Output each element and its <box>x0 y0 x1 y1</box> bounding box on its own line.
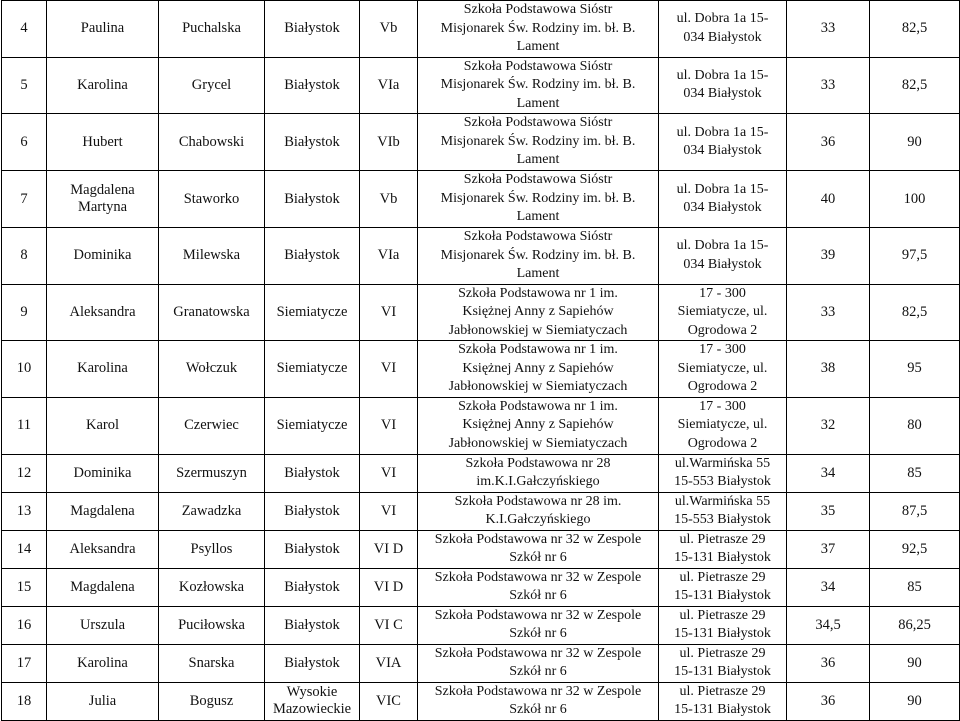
last-name: Puciłowska <box>159 606 265 644</box>
school-name-line: Misjonarek Św. Rodziny im. bł. B. <box>440 190 636 206</box>
row-number: 4 <box>2 1 47 58</box>
class-label: Vb <box>360 1 418 58</box>
first-name: Paulina <box>47 1 159 58</box>
school-address-line: 034 Białystok <box>683 143 762 158</box>
city: Białystok <box>265 114 360 171</box>
school-address-line: ul. Pietrasze 29 <box>679 569 766 585</box>
table-row <box>2 284 960 341</box>
school-address-line: 17 - 300 <box>699 398 746 414</box>
school-name-line: Księżnej Anny z Sapiehów <box>462 417 614 433</box>
row-number: 7 <box>2 171 47 228</box>
last-name: Staworko <box>159 171 265 228</box>
school-address <box>659 114 787 171</box>
school-address-line: 15-131 Białystok <box>674 702 771 717</box>
points: 33 <box>787 1 870 58</box>
school-name <box>418 606 659 644</box>
school-address-line: 17 - 300 <box>699 285 746 301</box>
first-name: Urszula <box>47 606 159 644</box>
school-address <box>659 284 787 341</box>
school-name <box>418 682 659 720</box>
table-row <box>2 1 960 58</box>
school-address-line: 034 Białystok <box>683 200 762 215</box>
school-name-line: Szkoła Podstawowa Sióstr <box>463 172 613 188</box>
school-name <box>418 568 659 606</box>
school-name-line: Szkoła Podstawowa nr 1 im. <box>458 285 618 301</box>
school-name-line: Szkoła Podstawowa nr 1 im. <box>458 342 618 357</box>
school-address-line: ul.Warmińska 55 <box>674 455 771 471</box>
percent: 86,25 <box>870 606 960 644</box>
percent: 90 <box>870 682 960 720</box>
school-address-line: Ogrodowa 2 <box>687 322 758 338</box>
last-name: Kozłowska <box>159 568 265 606</box>
school-address-line: 034 Białystok <box>683 29 762 45</box>
last-name: Puchalska <box>159 1 265 58</box>
school-name-line: Szkół nr 6 <box>509 664 567 679</box>
school-name <box>418 57 659 114</box>
points: 34 <box>787 568 870 606</box>
school-address <box>659 682 787 720</box>
percent: 82,5 <box>870 57 960 114</box>
school-address-line: 15-131 Białystok <box>674 626 771 641</box>
points: 36 <box>787 682 870 720</box>
table-row <box>2 644 960 682</box>
results-table <box>1 0 960 721</box>
points: 36 <box>787 644 870 682</box>
class-label: VIC <box>360 682 418 720</box>
school-address-line: 17 - 300 <box>699 342 746 357</box>
school-name-line: Lament <box>516 266 560 281</box>
class-label: Vb <box>360 171 418 228</box>
percent: 82,5 <box>870 284 960 341</box>
school-name <box>418 1 659 58</box>
class-label: VIa <box>360 228 418 285</box>
points: 33 <box>787 57 870 114</box>
last-name: Grycel <box>159 57 265 114</box>
row-number: 6 <box>2 114 47 171</box>
school-name-line: K.I.Gałczyńskiego <box>485 512 591 527</box>
last-name: Snarska <box>159 644 265 682</box>
row-number: 17 <box>2 644 47 682</box>
percent: 85 <box>870 454 960 492</box>
class-label: VIA <box>360 644 418 682</box>
last-name: Milewska <box>159 228 265 285</box>
class-label: VI <box>360 454 418 492</box>
points: 33 <box>787 284 870 341</box>
school-address <box>659 397 787 454</box>
school-address-line: ul. Pietrasze 29 <box>679 607 766 623</box>
class-label: VI <box>360 397 418 454</box>
row-number: 16 <box>2 606 47 644</box>
school-name-line: Szkoła Podstawowa Sióstr <box>463 2 613 17</box>
points: 37 <box>787 530 870 568</box>
school-address-line: ul. Dobra 1a 15- <box>676 181 769 197</box>
table-row <box>2 492 960 530</box>
school-address-line: ul. Pietrasze 29 <box>679 531 766 547</box>
school-address <box>659 454 787 492</box>
school-name <box>418 530 659 568</box>
school-address <box>659 228 787 285</box>
table-row <box>2 57 960 114</box>
class-label: VI <box>360 284 418 341</box>
first-name: Dominika <box>47 454 159 492</box>
first-name: Aleksandra <box>47 284 159 341</box>
city: Białystok <box>265 568 360 606</box>
school-address-line: Siemiatycze, ul. <box>677 417 768 433</box>
school-name-line: Szkół nr 6 <box>509 588 567 603</box>
row-number: 13 <box>2 492 47 530</box>
school-name-line: Misjonarek Św. Rodziny im. bł. B. <box>440 20 636 36</box>
school-address-line: ul. Dobra 1a 15- <box>676 11 769 27</box>
school-name-line: Szkoła Podstawowa nr 32 w Zespole <box>434 569 642 585</box>
last-name: Zawadzka <box>159 492 265 530</box>
percent: 95 <box>870 341 960 398</box>
city: Wysokie Mazowieckie <box>265 682 360 720</box>
table-row <box>2 568 960 606</box>
percent: 82,5 <box>870 1 960 58</box>
school-name-line: Szkół nr 6 <box>509 626 567 641</box>
school-name-line: Misjonarek Św. Rodziny im. bł. B. <box>440 77 636 92</box>
percent: 100 <box>870 171 960 228</box>
table-row <box>2 341 960 398</box>
last-name: Czerwiec <box>159 397 265 454</box>
first-name: Hubert <box>47 114 159 171</box>
table-row <box>2 682 960 720</box>
points: 38 <box>787 341 870 398</box>
points: 34,5 <box>787 606 870 644</box>
row-number: 8 <box>2 228 47 285</box>
last-name: Chabowski <box>159 114 265 171</box>
city: Białystok <box>265 606 360 644</box>
school-address-line: ul. Pietrasze 29 <box>679 683 766 699</box>
school-address-line: 15-553 Białystok <box>674 474 771 489</box>
school-name-line: Księżnej Anny z Sapiehów <box>462 360 614 376</box>
school-name-line: Jabłonowskiej w Siemiatyczach <box>448 322 628 338</box>
city: Siemiatycze <box>265 397 360 454</box>
school-address <box>659 644 787 682</box>
school-name-line: Jabłonowskiej w Siemiatyczach <box>448 435 628 451</box>
school-address <box>659 341 787 398</box>
school-address-line: 15-131 Białystok <box>674 664 771 679</box>
city: Białystok <box>265 492 360 530</box>
class-label: VI D <box>360 530 418 568</box>
school-address-line: 034 Białystok <box>683 86 762 102</box>
school-name-line: Szkół nr 6 <box>509 550 567 565</box>
school-address-line: 15-131 Białystok <box>674 588 771 603</box>
table-row <box>2 228 960 285</box>
table-row <box>2 171 960 228</box>
first-name: Julia <box>47 682 159 720</box>
first-name: Magdalena Martyna <box>47 171 159 228</box>
city: Białystok <box>265 228 360 285</box>
city: Siemiatycze <box>265 284 360 341</box>
points: 32 <box>787 397 870 454</box>
school-name <box>418 492 659 530</box>
first-name: Karol <box>47 397 159 454</box>
row-number: 5 <box>2 57 47 114</box>
school-name-line: Szkoła Podstawowa nr 32 w Zespole <box>434 607 642 623</box>
first-name: Dominika <box>47 228 159 285</box>
school-address-line: Ogrodowa 2 <box>687 379 758 394</box>
school-name-line: Szkoła Podstawowa Sióstr <box>463 115 613 131</box>
class-label: VIa <box>360 57 418 114</box>
school-name <box>418 341 659 398</box>
school-name-line: Szkoła Podstawowa nr 1 im. <box>458 398 618 414</box>
school-name-line: Lament <box>516 152 560 168</box>
school-address <box>659 568 787 606</box>
last-name: Bogusz <box>159 682 265 720</box>
points: 35 <box>787 492 870 530</box>
first-name: Aleksandra <box>47 530 159 568</box>
row-number: 14 <box>2 530 47 568</box>
school-name-line: Misjonarek Św. Rodziny im. bł. B. <box>440 247 636 263</box>
class-label: VI C <box>360 606 418 644</box>
row-number: 18 <box>2 682 47 720</box>
school-address <box>659 57 787 114</box>
school-name <box>418 171 659 228</box>
first-name: Magdalena <box>47 492 159 530</box>
school-address <box>659 606 787 644</box>
row-number: 11 <box>2 397 47 454</box>
percent: 92,5 <box>870 530 960 568</box>
last-name: Psyllos <box>159 530 265 568</box>
school-address-line: ul. Dobra 1a 15- <box>676 67 769 83</box>
school-address <box>659 1 787 58</box>
table-row <box>2 397 960 454</box>
city: Białystok <box>265 1 360 58</box>
points: 34 <box>787 454 870 492</box>
school-name <box>418 114 659 171</box>
school-name <box>418 284 659 341</box>
school-address-line: ul. Dobra 1a 15- <box>676 238 769 254</box>
row-number: 12 <box>2 454 47 492</box>
school-name-line: Lament <box>516 209 560 225</box>
first-name: Magdalena <box>47 568 159 606</box>
school-address-line: 15-131 Białystok <box>674 550 771 565</box>
school-address <box>659 530 787 568</box>
table-body <box>2 1 960 721</box>
table-row <box>2 454 960 492</box>
city: Białystok <box>265 454 360 492</box>
percent: 90 <box>870 114 960 171</box>
school-address-line: ul.Warmińska 55 <box>674 493 771 509</box>
school-name-line: Szkoła Podstawowa nr 28 <box>465 455 611 471</box>
class-label: VI D <box>360 568 418 606</box>
city: Białystok <box>265 644 360 682</box>
row-number: 10 <box>2 341 47 398</box>
school-name <box>418 397 659 454</box>
points: 39 <box>787 228 870 285</box>
school-name-line: Szkoła Podstawowa nr 28 im. <box>454 493 622 509</box>
first-name: Karolina <box>47 644 159 682</box>
school-name-line: Lament <box>516 95 560 111</box>
city: Białystok <box>265 530 360 568</box>
points: 40 <box>787 171 870 228</box>
school-address-line: ul. Pietrasze 29 <box>679 645 766 661</box>
percent: 80 <box>870 397 960 454</box>
class-label: VI <box>360 492 418 530</box>
last-name: Granatowska <box>159 284 265 341</box>
class-label: VI <box>360 341 418 398</box>
table-row <box>2 114 960 171</box>
school-address <box>659 492 787 530</box>
city: Białystok <box>265 57 360 114</box>
percent: 97,5 <box>870 228 960 285</box>
school-name-line: Jabłonowskiej w Siemiatyczach <box>448 379 628 394</box>
school-name-line: Szkoła Podstawowa nr 32 w Zespole <box>434 683 642 699</box>
city: Białystok <box>265 171 360 228</box>
city: Siemiatycze <box>265 341 360 398</box>
points: 36 <box>787 114 870 171</box>
class-label: VIb <box>360 114 418 171</box>
school-name-line: Misjonarek Św. Rodziny im. bł. B. <box>440 133 636 149</box>
school-address-line: 15-553 Białystok <box>674 512 771 527</box>
school-address <box>659 171 787 228</box>
school-name-line: Szkoła Podstawowa nr 32 w Zespole <box>434 531 642 547</box>
percent: 90 <box>870 644 960 682</box>
table-row <box>2 530 960 568</box>
school-name <box>418 228 659 285</box>
percent: 87,5 <box>870 492 960 530</box>
first-name: Karolina <box>47 57 159 114</box>
school-address-line: 034 Białystok <box>683 256 762 272</box>
school-name <box>418 644 659 682</box>
school-address-line: Siemiatycze, ul. <box>677 360 768 376</box>
school-name-line: Szkoła Podstawowa Sióstr <box>463 58 613 74</box>
school-name-line: Szkół nr 6 <box>509 702 567 717</box>
school-address-line: Ogrodowa 2 <box>687 435 758 451</box>
school-name-line: Księżnej Anny z Sapiehów <box>462 304 614 319</box>
school-name-line: im.K.I.Gałczyńskiego <box>476 474 600 489</box>
last-name: Szermuszyn <box>159 454 265 492</box>
percent: 85 <box>870 568 960 606</box>
table-row <box>2 606 960 644</box>
school-name-line: Szkoła Podstawowa nr 32 w Zespole <box>434 645 642 661</box>
school-name <box>418 454 659 492</box>
school-address-line: Siemiatycze, ul. <box>677 304 768 319</box>
first-name: Karolina <box>47 341 159 398</box>
school-name-line: Szkoła Podstawowa Sióstr <box>463 229 613 244</box>
school-name-line: Lament <box>516 39 560 54</box>
last-name: Wołczuk <box>159 341 265 398</box>
row-number: 15 <box>2 568 47 606</box>
school-address-line: ul. Dobra 1a 15- <box>676 124 769 140</box>
row-number: 9 <box>2 284 47 341</box>
